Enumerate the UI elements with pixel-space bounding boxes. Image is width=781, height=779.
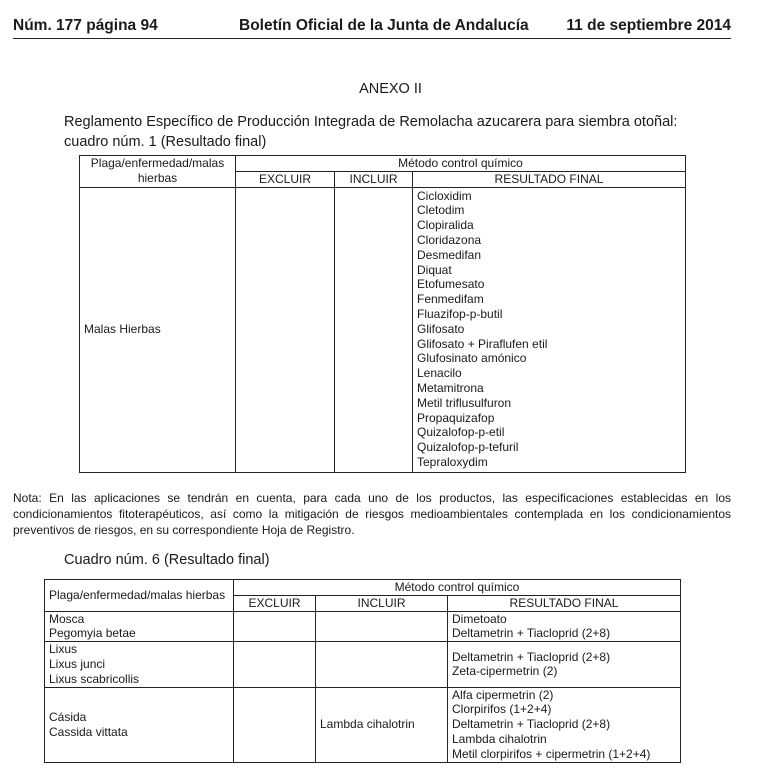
product-item: Dimetoato bbox=[452, 611, 507, 626]
header-excluir: EXCLUIR bbox=[236, 171, 335, 187]
plaga-name: Lixus scabricollis bbox=[49, 671, 140, 686]
product-item: Propaquizafop bbox=[417, 410, 495, 425]
product-item: Desmedifan bbox=[417, 247, 482, 262]
table-row bbox=[45, 642, 681, 687]
product-item: Quizalofop-p-etil bbox=[417, 425, 505, 440]
table-row bbox=[45, 611, 681, 642]
plaga-name: Cassida vittata bbox=[49, 724, 128, 739]
plaga-cell: Malas Hierbas bbox=[80, 187, 236, 472]
header-incluir: INCLUIR bbox=[335, 171, 413, 187]
product-item: Lambda cihalotrin bbox=[452, 731, 547, 746]
resultado-cell bbox=[448, 642, 681, 687]
excluir-cell bbox=[234, 611, 316, 642]
product-item: Clopiralida bbox=[417, 218, 474, 233]
excluir-cell bbox=[234, 687, 316, 762]
table-cuadro-6 bbox=[44, 579, 681, 763]
header-incluir: INCLUIR bbox=[316, 595, 448, 611]
table-cuadro-1 bbox=[79, 155, 686, 473]
plaga-cell bbox=[45, 687, 234, 762]
plaga-cell bbox=[45, 611, 234, 642]
product-item: Zeta-cipermetrin (2) bbox=[452, 664, 558, 679]
publication-title: Boletín Oficial de la Junta de Andalucía bbox=[239, 17, 529, 34]
header-plaga: Plaga/enfermedad/malas hierbas bbox=[45, 580, 234, 612]
product-item: Glifosato + Piraflufen etil bbox=[417, 336, 548, 351]
incluir-cell: Lambda cihalotrin bbox=[316, 687, 448, 762]
product-item: Metamitrona bbox=[417, 380, 484, 395]
product-item: Deltametrin + Tiacloprid (2+8) bbox=[452, 717, 611, 732]
resultado-cell bbox=[413, 187, 686, 472]
annex-title: ANEXO II bbox=[359, 81, 422, 97]
product-item: Metil clorpirifos + cipermetrin (1+2+4) bbox=[452, 746, 651, 761]
product-item: Fluazifop-p-butil bbox=[417, 306, 503, 321]
product-item: Diquat bbox=[417, 262, 452, 277]
page-header bbox=[13, 16, 731, 39]
plaga-cell bbox=[45, 642, 234, 687]
header-metodo: Método control químico bbox=[234, 580, 681, 596]
incluir-cell bbox=[316, 642, 448, 687]
header-resultado: RESULTADO FINAL bbox=[413, 171, 686, 187]
incluir-cell bbox=[335, 187, 413, 472]
product-item: Deltametrin + Tiacloprid (2+8) bbox=[452, 649, 611, 664]
note-paragraph: Nota: En las aplicaciones se tendrán en cuenta, para cada uno de los productos, las especificaciones establecidas en los condicionamientos fitoterapéuticos, así como la mitigación de riesgos medioambientales contemplada en los condicionamientos preventivos de riesgos, en su correspondiente Hoja de Registro. bbox=[13, 491, 731, 537]
excluir-cell bbox=[234, 642, 316, 687]
product-item: Glufosinato amónico bbox=[417, 351, 527, 366]
product-item: Glifosato bbox=[417, 321, 465, 336]
table-row bbox=[80, 187, 686, 472]
cuadro-6-title: Cuadro núm. 6 (Resultado final) bbox=[64, 552, 270, 568]
resultado-cell bbox=[448, 611, 681, 642]
plaga-name: Cásida bbox=[49, 709, 87, 724]
plaga-name: Lixus junci bbox=[49, 656, 106, 671]
product-item: Etofumesato bbox=[417, 277, 485, 292]
plaga-name: Pegomyia betae bbox=[49, 626, 136, 641]
table-row bbox=[45, 687, 681, 762]
product-item: Alfa cipermetrin (2) bbox=[452, 687, 554, 702]
header-plaga: Plaga/enfermedad/malas hierbas bbox=[80, 156, 236, 188]
excluir-cell bbox=[236, 187, 335, 472]
page-number: Núm. 177 página 94 bbox=[13, 17, 158, 34]
publication-date: 11 de septiembre 2014 bbox=[566, 17, 731, 34]
product-item: Clorpirifos (1+2+4) bbox=[452, 702, 552, 717]
product-item: Lenacilo bbox=[417, 366, 462, 381]
product-item: Deltametrin + Tiacloprid (2+8) bbox=[452, 626, 611, 641]
product-item: Fenmedifam bbox=[417, 292, 484, 307]
product-item: Cicloxidim bbox=[417, 188, 472, 203]
header-metodo: Método control químico bbox=[236, 156, 686, 172]
resultado-cell bbox=[448, 687, 681, 762]
header-excluir: EXCLUIR bbox=[234, 595, 316, 611]
product-item: Quizalofop-p-tefuril bbox=[417, 440, 519, 455]
incluir-cell bbox=[316, 611, 448, 642]
product-item: Metil triflusulfuron bbox=[417, 395, 512, 410]
product-item: Cloridazona bbox=[417, 232, 482, 247]
header-resultado: RESULTADO FINAL bbox=[448, 595, 681, 611]
plaga-name: Lixus bbox=[49, 642, 78, 657]
plaga-name: Mosca bbox=[49, 611, 85, 626]
product-item: Cletodim bbox=[417, 203, 465, 218]
intro-paragraph: Reglamento Específico de Producción Integrada de Remolacha azucarera para siembra otoñal: cuadro núm. 1 (Resultado final) bbox=[64, 114, 678, 150]
product-item: Tepraloxydim bbox=[417, 454, 488, 469]
